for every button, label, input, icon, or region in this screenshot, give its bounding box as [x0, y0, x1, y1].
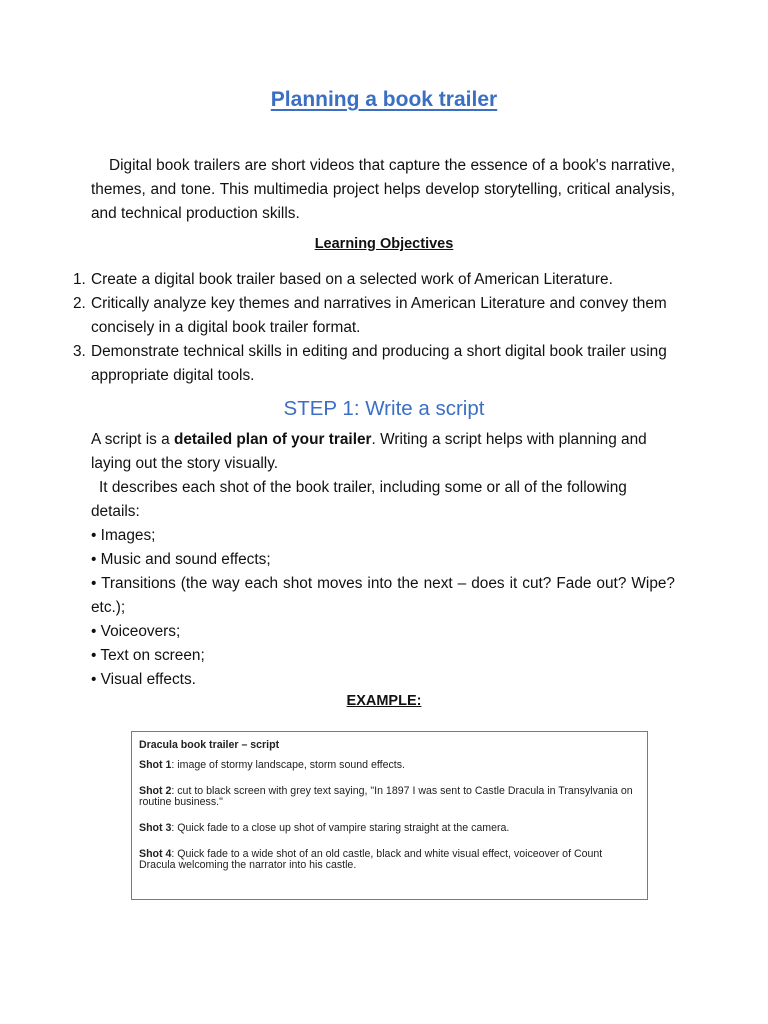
example-shot: [139, 849, 639, 871]
list-item: [73, 268, 675, 292]
list-item: [73, 340, 675, 388]
bullet-item: • Text on screen;: [91, 647, 205, 664]
list-number: 2.: [73, 295, 86, 312]
example-shot: [139, 823, 639, 834]
definition-bold: detailed plan of your trailer: [173, 431, 372, 448]
shot-text: : Quick fade to a wide shot of an old castle, black and white visual effect, voiceover of Count Dracula welcoming the narrator into his castle.: [139, 848, 603, 871]
example-shot: [139, 760, 639, 771]
bullet-item: • Images;: [91, 527, 156, 544]
example-title: Dracula book trailer – script: [139, 739, 280, 751]
example-script-image: [131, 731, 648, 900]
objectives-list: [73, 268, 675, 388]
bullet-item: • Voiceovers;: [91, 623, 181, 640]
intro-paragraph: [91, 154, 675, 226]
bullet-item: • Visual effects.: [91, 671, 196, 688]
intro-text: Digital book trailers are short videos that capture the essence of a book's narrative, themes, and tone. This multimedia project helps develop storytelling, critical analysis, and technical production skills.: [91, 157, 675, 222]
list-item-text: Demonstrate technical skills in editing and producing a short digital book trailer using appropriate digital tools.: [91, 343, 667, 384]
script-details-intro: It describes each shot of the book trailer, including some or all of the following details:: [91, 479, 627, 520]
script-definition: [91, 428, 675, 476]
shot-label: Shot 3: [139, 822, 172, 834]
list-number: 1.: [73, 271, 86, 288]
objectives-heading: Learning Objectives: [314, 236, 454, 252]
definition-suffix: . Writing a script helps with planning and laying out the story visually.: [91, 431, 647, 472]
shot-label: Shot 1: [139, 759, 172, 771]
bullet-item: • Transitions (the way each shot moves into the next – does it cut? Fade out? Wipe? etc.);: [91, 575, 675, 616]
shot-text: : Quick fade to a close up shot of vampire staring straight at the camera.: [171, 822, 510, 834]
shot-label: Shot 4: [139, 848, 172, 860]
shot-label: Shot 2: [139, 785, 172, 797]
list-number: 3.: [73, 343, 86, 360]
list-item: [73, 292, 675, 340]
shot-text: : cut to black screen with grey text saying, "In 1897 I was sent to Castle Dracula in Transylvania on routine business.": [139, 785, 633, 808]
step1-heading: STEP 1: Write a script: [283, 397, 485, 420]
example-label: EXAMPLE:: [346, 693, 422, 709]
step1-body: [91, 428, 675, 692]
example-shot: [139, 786, 639, 808]
bullet-item: • Music and sound effects;: [91, 551, 271, 568]
shot-text: : image of stormy landscape, storm sound effects.: [171, 759, 405, 771]
definition-prefix: A script is a: [91, 431, 174, 448]
list-item-text: Create a digital book trailer based on a selected work of American Literature.: [91, 271, 613, 288]
page-title: Planning a book trailer: [270, 88, 498, 111]
list-item-text: Critically analyze key themes and narratives in American Literature and convey them concisely in a digital book trailer format.: [91, 295, 667, 336]
